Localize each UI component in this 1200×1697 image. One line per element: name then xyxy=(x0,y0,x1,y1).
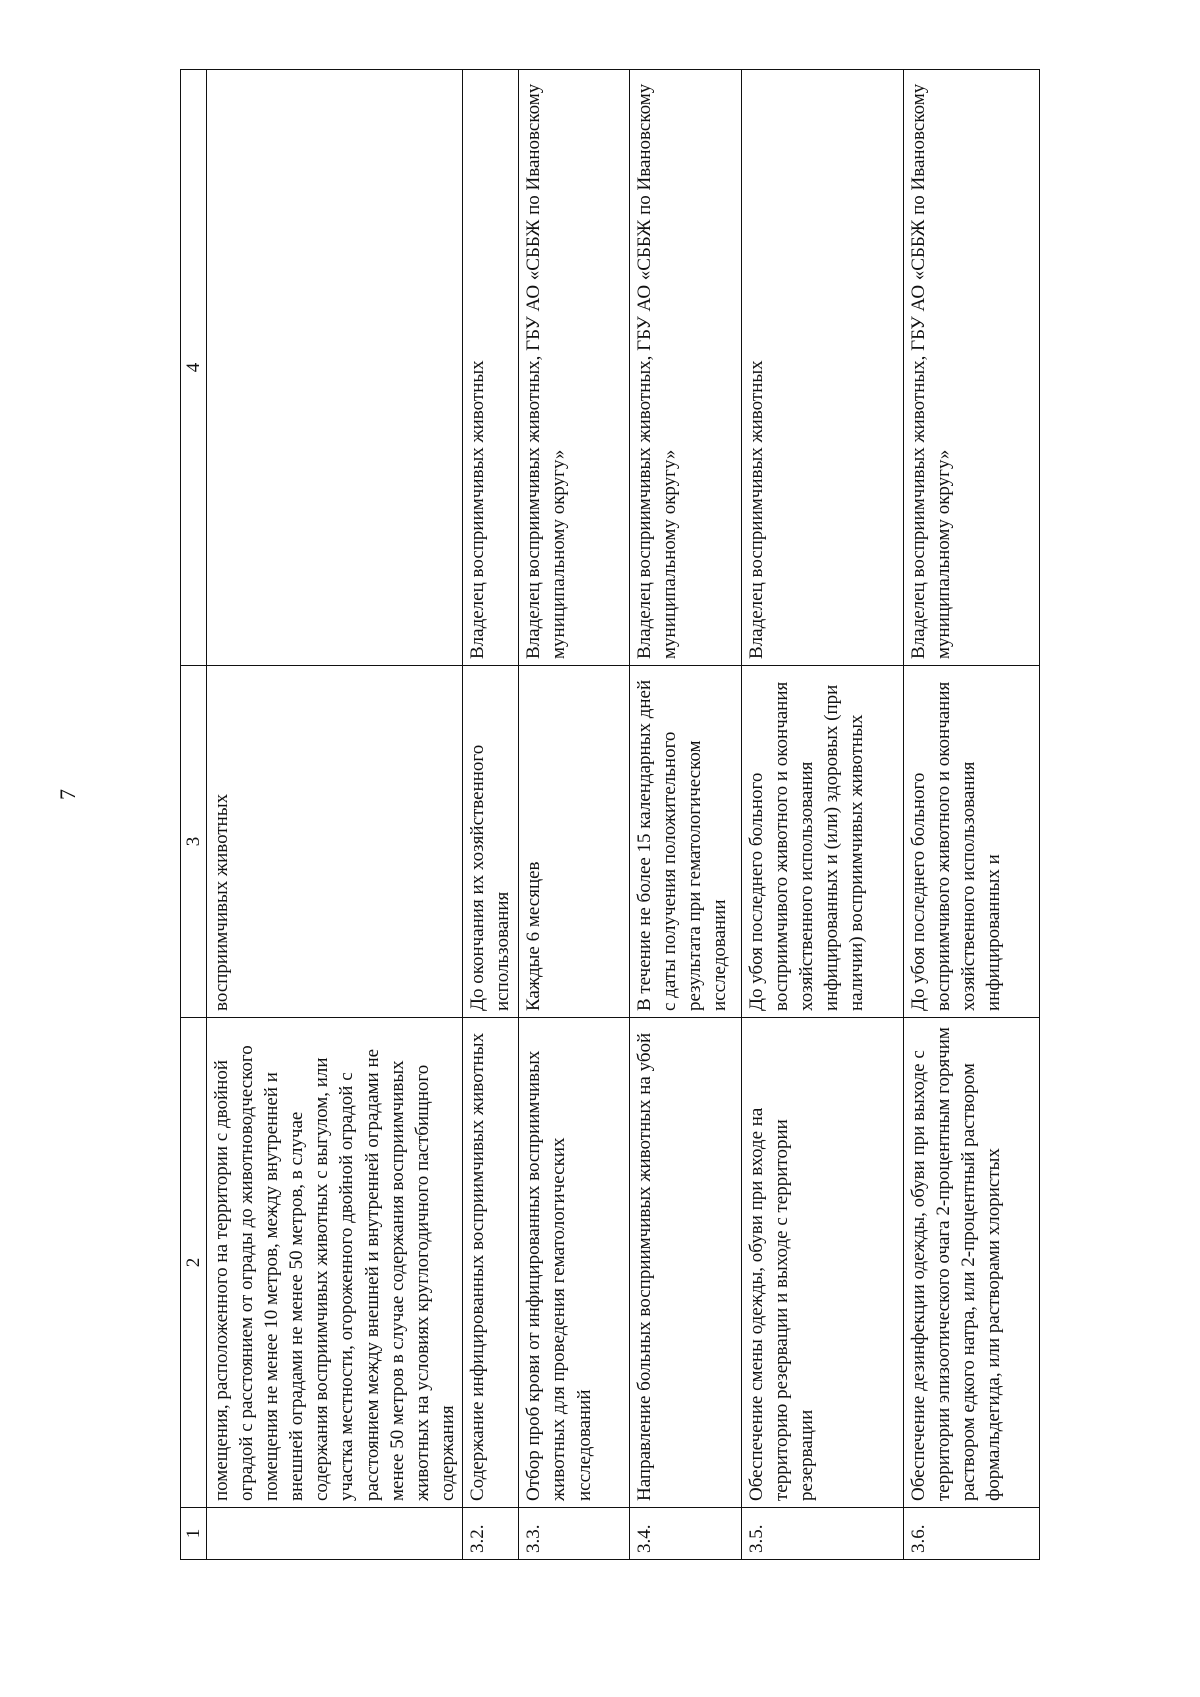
responsible-cell: Владелец восприимчивых животных xyxy=(463,70,519,666)
header-cell: 1 xyxy=(181,1508,207,1560)
measure-cell: помещения, расположенного на территории с двойной оградой с расстоянием от ограды до животноводческого помещения не менее 10 метров, между внутренней и внешней оградами не менее 50 метров, в случае содержания восприимчивых животных с выгулом, или участка местности, огороженного двойной оградой с расстоянием между внешней и внутренней оградами не менее 50 метров в случае содержания восприимчивых животных на условиях круглогодичного пастбищного содержания xyxy=(207,1018,463,1508)
term-cell: восприимчивых животных xyxy=(207,666,463,1018)
row-number: 3.5. xyxy=(741,1508,903,1560)
row-number: 3.2. xyxy=(463,1508,519,1560)
measure-cell: Содержание инфицированных восприимчивых животных xyxy=(463,1018,519,1508)
table-row xyxy=(903,70,1039,1560)
rotated-page-content xyxy=(180,70,1040,1560)
row-number: 3.6. xyxy=(903,1508,1039,1560)
term-cell: До окончания их хозяйственного использования xyxy=(463,666,519,1018)
term-cell: Каждые 6 месяцев xyxy=(519,666,629,1018)
table-row xyxy=(519,70,629,1560)
responsible-cell: Владелец восприимчивых животных, ГБУ АО «СББЖ по Ивановскому муниципальному округу» xyxy=(629,70,741,666)
header-cell: 4 xyxy=(181,70,207,666)
term-cell: В течение не более 15 календарных дней с даты получения положительного результата при гематологическом исследовании xyxy=(629,666,741,1018)
header-row xyxy=(181,70,207,1560)
table-row xyxy=(741,70,903,1560)
page-number: 7 xyxy=(55,789,80,800)
measure-cell: Обеспечение смены одежды, обуви при входе на территорию резервации и выходе с территории резервации xyxy=(741,1018,903,1508)
responsible-cell: Владелец восприимчивых животных xyxy=(741,70,903,666)
header-cell: 3 xyxy=(181,666,207,1018)
responsible-cell: Владелец восприимчивых животных, ГБУ АО «СББЖ по Ивановскому муниципальному округу» xyxy=(519,70,629,666)
term-cell: До убоя последнего больного восприимчивого животного и окончания хозяйственного использования инфицированных и xyxy=(903,666,1039,1018)
term-cell: До убоя последнего больного восприимчивого животного и окончания хозяйственного использования инфицированных и (или) здоровых (при наличии) восприимчивых животных xyxy=(741,666,903,1018)
row-number xyxy=(207,1508,463,1560)
measure-cell: Направление больных восприимчивых животных на убой xyxy=(629,1018,741,1508)
table-row xyxy=(629,70,741,1560)
header-cell: 2 xyxy=(181,1018,207,1508)
row-number: 3.4. xyxy=(629,1508,741,1560)
measures-table xyxy=(180,69,1040,1560)
responsible-cell: Владелец восприимчивых животных, ГБУ АО «СББЖ по Ивановскому муниципальному округу» xyxy=(903,70,1039,666)
measure-cell: Обеспечение дезинфекции одежды, обуви при выходе с территории эпизоотического очага 2-процентным горячим раствором едкого натра, или 2-процентный раствором формальдегида, или растворами хлористых xyxy=(903,1018,1039,1508)
responsible-cell xyxy=(207,70,463,666)
table-row xyxy=(463,70,519,1560)
table-row xyxy=(207,70,463,1560)
measure-cell: Отбор проб крови от инфицированных восприимчивых животных для проведения гематологических исследований xyxy=(519,1018,629,1508)
row-number: 3.3. xyxy=(519,1508,629,1560)
